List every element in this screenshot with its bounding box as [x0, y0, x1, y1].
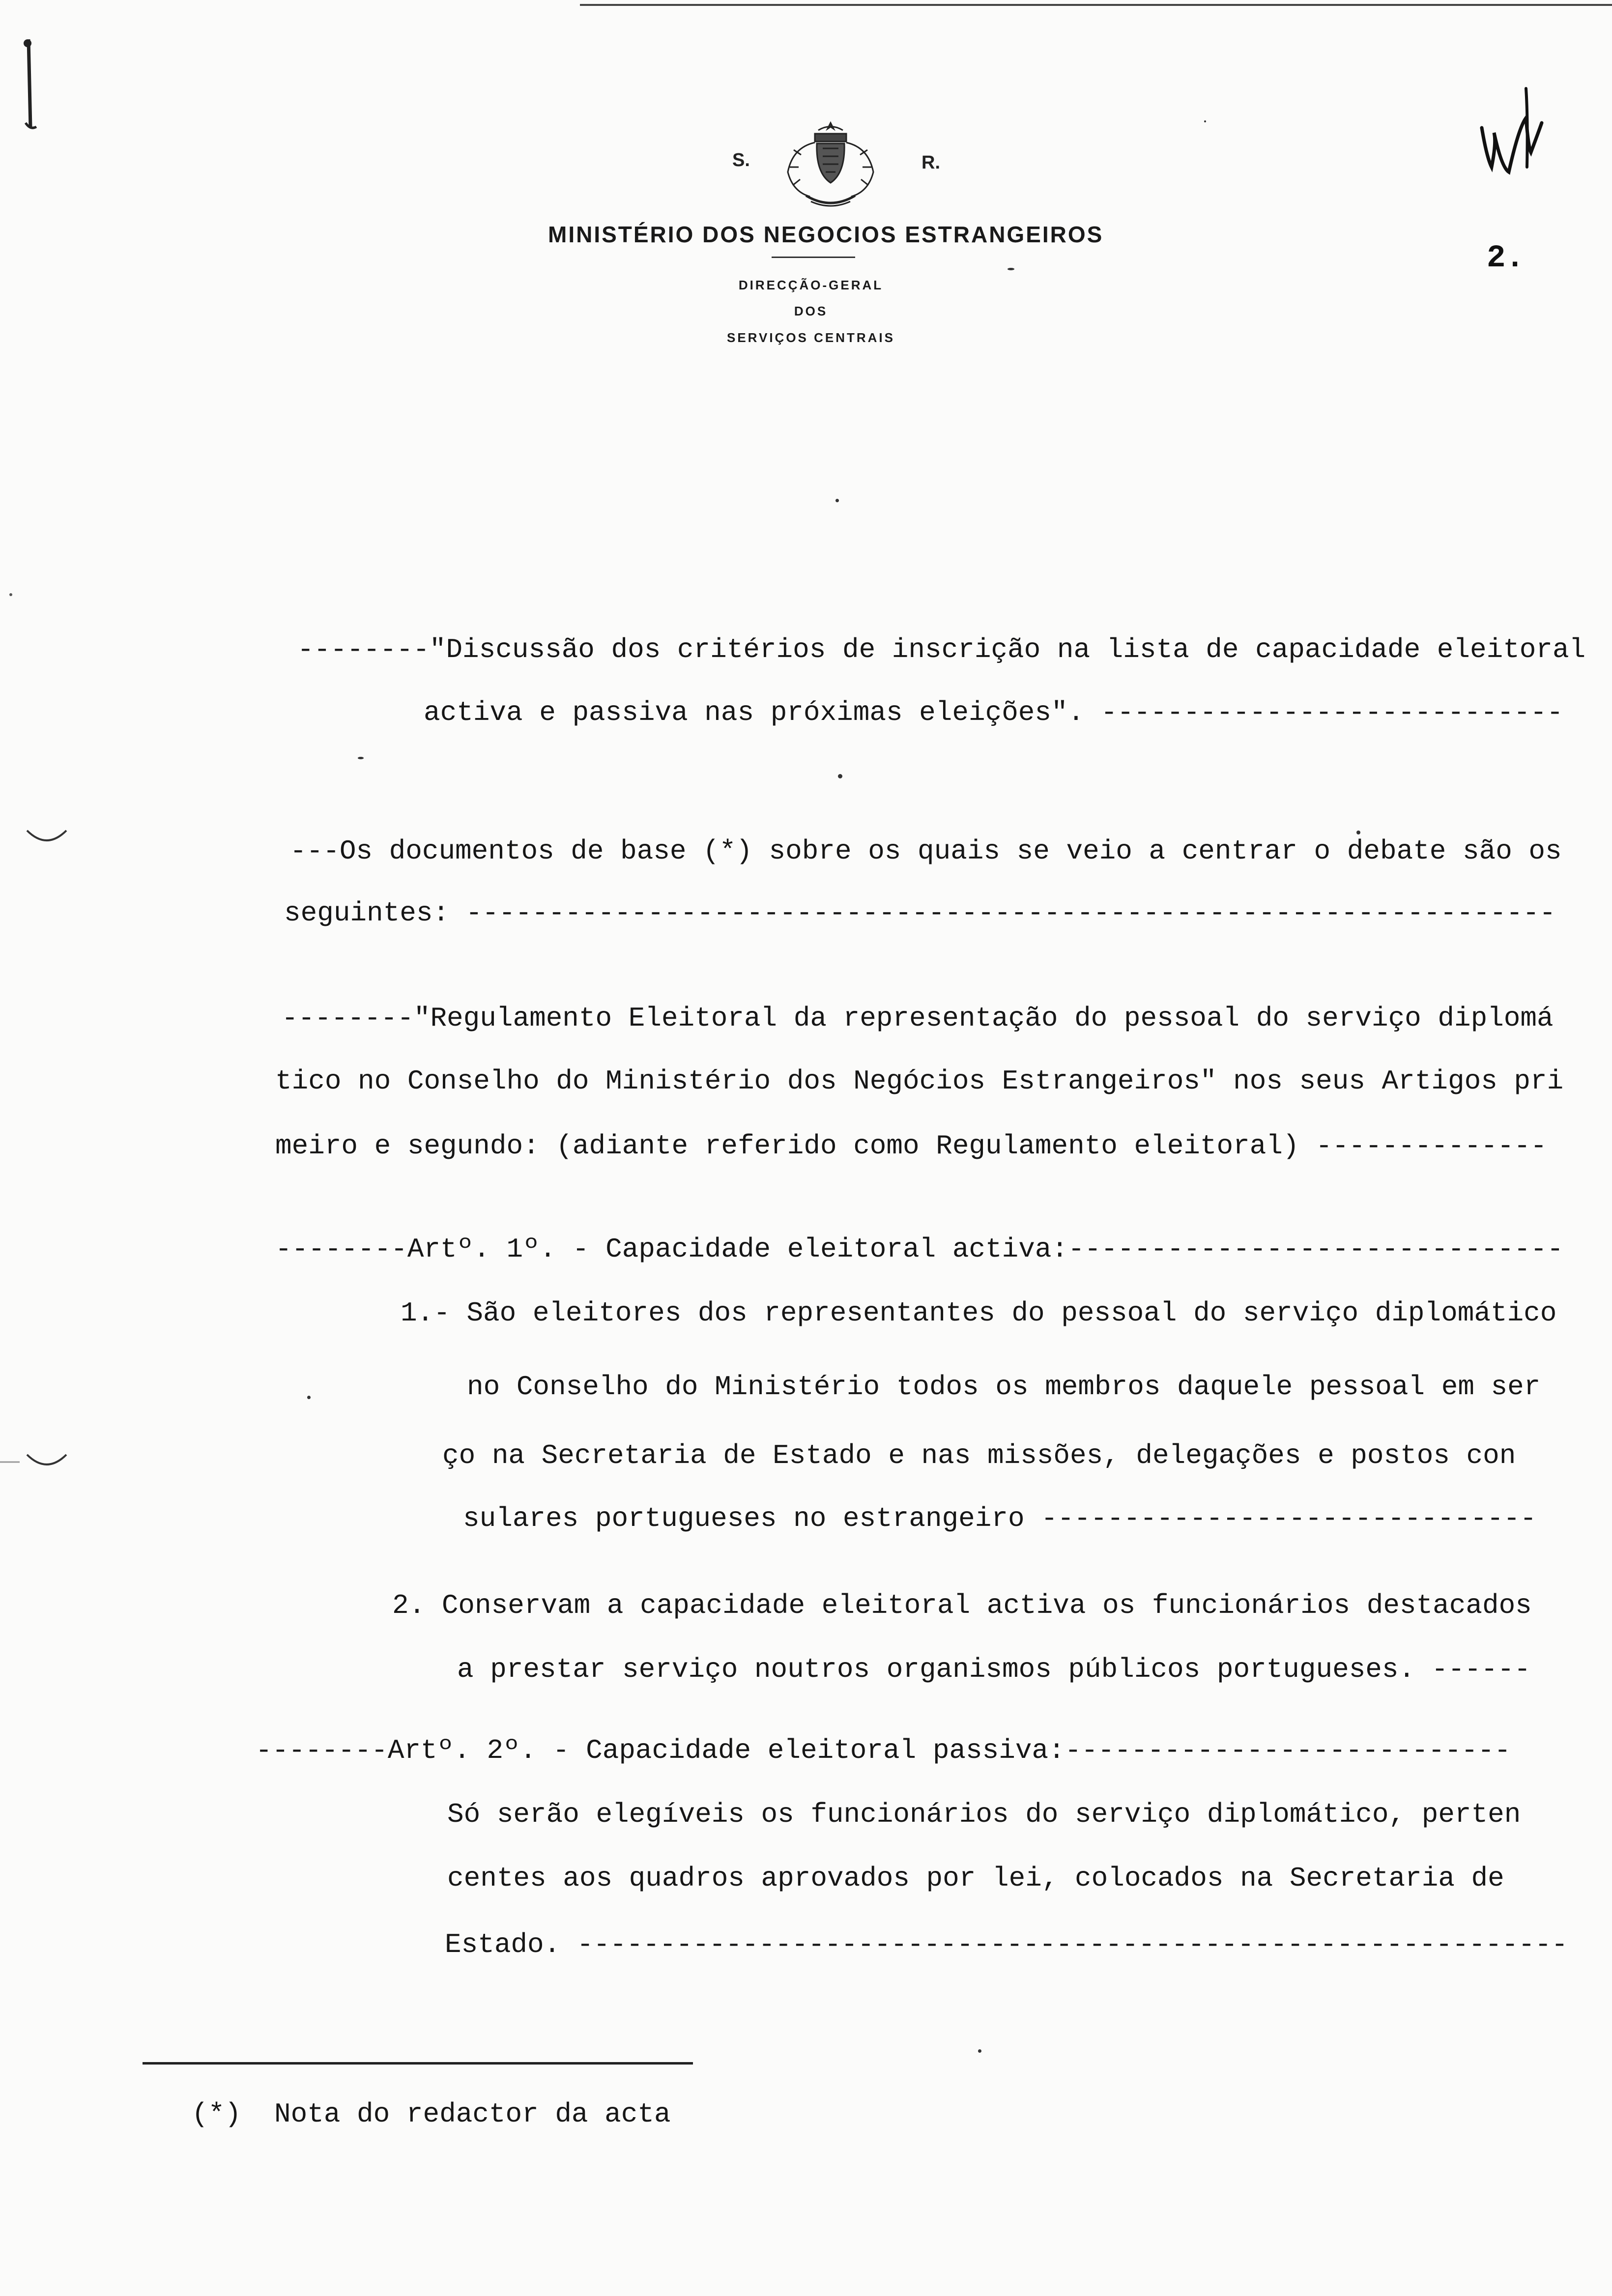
- department-line-2: DOS: [794, 304, 828, 318]
- article-1-item-1-line-2: no Conselho do Ministério todos os membros daquele pessoal em ser: [467, 1371, 1541, 1403]
- department-line-3: SERVIÇOS CENTRAIS: [726, 330, 895, 345]
- article-1-item-1-line-1: 1.- São eleitores dos representantes do pessoal do serviço diplomático: [401, 1297, 1557, 1329]
- ministry-name: MINISTÉRIO DOS NEGOCIOS ESTRANGEIROS: [548, 222, 1104, 247]
- scan-speck: [978, 2049, 981, 2053]
- body-line-7: meiro e segundo: (adiante referido como Regulamento eleitoral) --------------: [275, 1130, 1547, 1162]
- scan-speck: [358, 757, 364, 759]
- article-2-heading: --------Artº. 2º. - Capacidade eleitoral passiva:---------------------------: [256, 1735, 1511, 1766]
- scan-speck: [1204, 120, 1206, 122]
- article-2-line-3: Estado. ------------------------------------------------------------: [445, 1929, 1568, 1960]
- body-line-6: tico no Conselho do Ministério dos Negócios Estrangeiros" nos seus Artigos pri: [275, 1065, 1564, 1097]
- body-line-5: --------"Regulamento Eleitoral da representação do pessoal do serviço diplomá: [282, 1003, 1554, 1034]
- article-2-line-1: Só serão elegíveis os funcionários do serviço diplomático, perten: [447, 1799, 1521, 1830]
- article-1-item-1-line-4: sulares portugueses no estrangeiro ------------------------------: [463, 1503, 1537, 1534]
- article-2-line-2: centes aos quadros aprovados por lei, colocados na Secretaria de: [447, 1863, 1504, 1894]
- scan-speck: [1008, 268, 1014, 270]
- body-line-4: seguintes: ------------------------------------------------------------------: [284, 897, 1556, 929]
- department-line-1: DIRECÇÃO-GERAL: [738, 278, 884, 292]
- body-line-3: ---Os documentos de base (*) sobre os quais se veio a centrar o debate são os: [290, 835, 1562, 867]
- article-1-heading: --------Artº. 1º. - Capacidade eleitoral activa:------------------------------: [275, 1234, 1564, 1265]
- body-line-2: activa e passiva nas próximas eleições". ----------------------------: [424, 697, 1563, 728]
- footnote: (*) Nota do redactor da acta: [192, 2098, 671, 2130]
- page-number: 2.: [1487, 241, 1525, 276]
- article-1-item-1-line-3: ço na Secretaria de Estado e nas missões, delegações e postos con: [442, 1440, 1516, 1471]
- scan-speck: [835, 499, 839, 502]
- scan-speck: [838, 774, 842, 778]
- body-line-1: --------"Discussão dos critérios de inscrição na lista de capacidade eleitoral: [297, 634, 1586, 665]
- letterhead-initial-r: R.: [921, 152, 940, 173]
- footnote-rule: [143, 2062, 693, 2065]
- article-1-item-2-line-1: 2. Conservam a capacidade eleitoral activa os funcionários destacados: [392, 1590, 1532, 1621]
- scan-speck: [307, 1396, 311, 1399]
- scan-speck: [1356, 831, 1360, 834]
- article-1-item-2-line-2: a prestar serviço noutros organismos públicos portugueses. ------: [457, 1654, 1531, 1685]
- letterhead-initial-s: S.: [732, 150, 750, 171]
